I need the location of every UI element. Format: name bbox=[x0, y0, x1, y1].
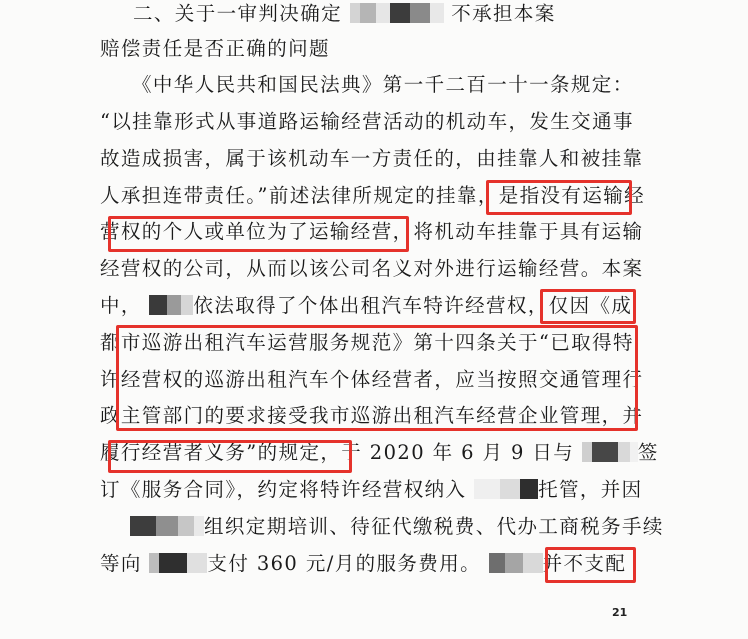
line-8-text: 经营权的公司，从而以该公司名义对外进行运输经营。本案 bbox=[100, 257, 644, 280]
redacted-name-2 bbox=[149, 295, 193, 315]
redacted-name-5 bbox=[130, 516, 204, 536]
line-15-text: 组织定期培训、待征代缴税费、代办工商税务手续 bbox=[204, 515, 664, 538]
line-16-part-c: 并不支配 bbox=[542, 552, 627, 575]
redacted-name-7 bbox=[489, 553, 543, 573]
text-line-2 bbox=[100, 37, 330, 61]
line-16-part-b: 支付 360 元/月的服务费用。 bbox=[207, 552, 482, 575]
line-11-text: 许经营权的巡游出租汽车个体经营者，应当按照交通管理行 bbox=[100, 368, 644, 391]
highlight-box-6 bbox=[542, 547, 636, 583]
text-line-8 bbox=[100, 257, 643, 281]
line-13-part-c: 签 bbox=[637, 441, 659, 464]
redacted-name-1 bbox=[350, 3, 444, 23]
text-line-3 bbox=[132, 73, 634, 97]
highlight-box-5 bbox=[108, 440, 352, 473]
text-line-4 bbox=[100, 110, 634, 134]
text-line-5 bbox=[100, 147, 643, 171]
highlight-box-1 bbox=[486, 180, 632, 215]
line-1-part-b: 不承担本案 bbox=[451, 2, 556, 25]
line-3-text: 《中华人民共和国民法典》第一千二百一十一条规定： bbox=[132, 73, 634, 96]
redacted-name-6 bbox=[149, 553, 207, 573]
line-2-text: 赔偿责任是否正确的问题 bbox=[100, 37, 330, 60]
line-9-part-b: 依法取得了个体出租汽车特许经营权， bbox=[193, 294, 549, 317]
line-14-part-b: 托管，并因 bbox=[538, 478, 643, 501]
line-14-part-a: 订《服务合同》，约定将特许经营权纳入 bbox=[100, 478, 467, 501]
page-number: 21 bbox=[612, 606, 628, 619]
line-12-text: 政主管部门的要求接受我市巡游出租汽车经营企业管理，并 bbox=[100, 404, 644, 427]
line-1-part-a: 二、关于一审判决确定 bbox=[133, 2, 343, 25]
redacted-name-4 bbox=[474, 479, 538, 499]
text-line-14 bbox=[100, 478, 643, 502]
line-10-text: 都市巡游出租汽车运营服务规范》第十四条关于“已取得特 bbox=[100, 331, 634, 354]
line-6-part-a: 人承担连带责任。”前述法律所规定的挂靠， bbox=[100, 184, 499, 207]
highlight-box-2 bbox=[108, 216, 409, 252]
text-line-15 bbox=[100, 515, 664, 539]
highlight-box-3 bbox=[540, 289, 636, 324]
line-5-text: 故造成损害，属于该机动车一方责任的，由挂靠人和被挂靠 bbox=[100, 147, 644, 170]
line-6-part-b: 是指没有运输经 bbox=[498, 184, 646, 207]
highlight-box-4 bbox=[116, 325, 638, 431]
line-13-part-a: 履行经营者义务”的规定， bbox=[100, 441, 342, 464]
line-16-part-a: 等向 bbox=[100, 552, 142, 575]
line-13-part-b: 于 2020 年 6 月 9 日与 bbox=[341, 441, 575, 464]
redacted-name-3 bbox=[582, 442, 638, 462]
text-line-1 bbox=[133, 2, 556, 26]
line-4-text: “以挂靠形式从事道路运输经营活动的机动车，发生交通事 bbox=[100, 110, 634, 133]
line-9-part-a: 中， bbox=[100, 294, 142, 317]
line-7-part-a: 营权的个人或单位为了运输经营 bbox=[100, 220, 393, 243]
line-9-part-c: 仅因《成 bbox=[548, 294, 633, 317]
line-7-part-b: ，将机动车挂靠于具有运输 bbox=[392, 220, 644, 243]
